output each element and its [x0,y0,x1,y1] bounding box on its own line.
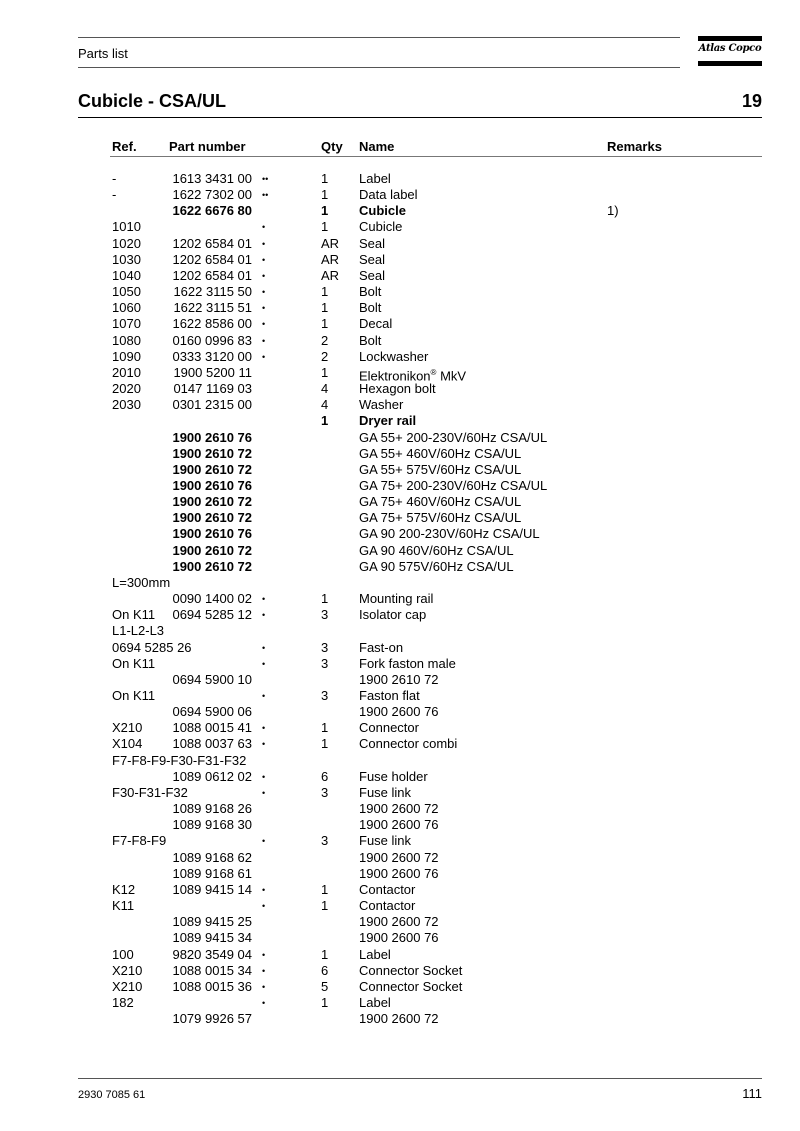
cell-part-number: 0160 0996 83 [172,332,252,348]
cell-marker: • [262,270,266,281]
cell-name: Isolator cap [359,607,427,623]
logo-text: Atlas Copco [698,43,762,54]
cell-ref: On K11 [112,655,156,671]
cell-qty: 1 [321,413,329,429]
table-row [0,850,800,866]
cell-marker: • [262,610,266,621]
cell-marker: • [262,594,266,605]
table-row [0,817,800,833]
cell-marker: • [262,997,266,1008]
cell-part-number: 0147 1169 03 [173,381,252,397]
header-rule [110,156,762,157]
table-row [0,947,800,963]
cell-qty: 1 [321,171,329,186]
table-row [0,316,800,332]
table-row [0,623,800,639]
cell-part-number: 1089 9168 61 [172,865,252,881]
cell-name: Fork faston male [359,655,456,671]
cell-ref: 2030 [112,397,141,413]
table-row [0,801,800,817]
cell-part-number: 0694 5285 12 [172,607,252,623]
cell-ref: 1010 [112,219,141,235]
cell-name: Elektronikon® MkV [359,367,467,384]
table-row [0,979,800,995]
cell-qty: 1 [321,187,329,203]
logo-bar-bottom [698,61,762,66]
cell-name: 1900 2600 72 [359,914,439,930]
cell-name: GA 75+ 460V/60Hz CSA/UL [359,494,522,510]
cell-marker: • [262,949,266,960]
cell-ref: K11 [112,898,135,914]
cell-ref: 1090 [112,348,141,364]
page-title: Cubicle - CSA/UL [78,91,227,111]
parts-table [0,171,800,1027]
cell-part-number: 0301 2315 00 [172,397,252,413]
cell-ref: 100 [112,946,134,962]
cell-marker: • [262,222,266,233]
cell-part-number: 1079 9926 57 [172,1011,252,1027]
table-row [0,494,800,510]
cell-part-number: 1088 0015 34 [172,962,252,978]
cell-name: Fuse holder [359,768,428,784]
cell-qty: 4 [321,381,329,397]
cell-ref: 1050 [112,284,141,300]
cell-ref: 2020 [112,381,141,397]
footer-rule [78,1078,762,1079]
cell-qty: 1 [321,898,329,914]
table-row [0,381,800,397]
cell-marker: •• [262,190,269,201]
cell-ref: - [112,171,117,186]
table-row [0,882,800,898]
cell-name: 1900 2600 76 [359,704,439,720]
cell-part-number: 1900 2610 72 [172,445,252,461]
table-row [0,720,800,736]
cell-ref: 1080 [112,332,141,348]
cell-name: Data label [359,187,418,203]
cell-name: 1900 2600 72 [359,849,439,865]
cell-remarks: 1) [607,203,619,219]
cell-part-number: 1900 2610 76 [172,429,252,445]
cell-marker: • [262,287,266,298]
cell-name: 1900 2610 72 [359,671,439,687]
cell-qty: 2 [321,348,329,364]
table-row [0,300,800,316]
cell-name: Connector [359,720,419,736]
table-row [0,785,800,801]
cell-marker: • [262,884,266,895]
cell-ref: X104 [112,736,143,752]
cell-marker: •• [262,174,269,184]
cell-ref: 1060 [112,300,141,316]
table-row [0,203,800,219]
cell-part-number: 0694 5900 06 [172,704,252,720]
logo-bar-top [698,36,762,41]
cell-name: Bolt [359,284,382,300]
cell-marker: • [262,901,266,912]
cell-qty: 1 [321,591,329,607]
table-row [0,219,800,235]
cell-ref: L=300mm [112,574,171,590]
cell-qty: 3 [321,784,329,800]
cell-part-number: 1900 2610 72 [172,461,252,477]
cell-ref: 1040 [112,267,141,283]
table-row [0,688,800,704]
table-row [0,914,800,930]
cell-ref: 0694 5285 26 [112,639,192,655]
cell-marker: • [262,642,266,653]
cell-part-number: 1202 6584 01 [172,251,252,267]
cell-part-number: 1613 3431 00 [172,171,252,186]
cell-marker: • [262,723,266,734]
atlas-copco-logo [698,36,762,66]
cell-name: Connector combi [359,736,458,752]
cell-marker: • [262,771,266,782]
cell-name: Label [359,994,391,1010]
cell-part-number: 0694 5900 10 [172,671,252,687]
cell-part-number: 0090 1400 02 [172,591,252,607]
table-row [0,575,800,591]
footer-page-number: 111 [742,1086,762,1101]
cell-qty: 1 [321,316,329,332]
cell-name: GA 75+ 200-230V/60Hz CSA/UL [359,477,548,493]
table-row [0,736,800,752]
header-top-rule [78,37,680,38]
table-row [0,364,800,384]
cell-name: Fuse link [359,784,412,800]
cell-name: 1900 2600 76 [359,930,439,946]
cell-ref: - [112,187,117,203]
table-row [0,510,800,526]
cell-qty: AR [321,251,340,267]
table-row [0,607,800,623]
cell-ref: K12 [112,881,136,897]
cell-qty: AR [321,267,340,283]
table-row [0,333,800,349]
table-row [0,268,800,284]
cell-marker: • [262,691,266,701]
table-row [0,171,800,187]
cell-marker: • [262,658,266,669]
cell-marker: • [262,254,266,265]
cell-ref: F7-F8-F9 [112,833,167,849]
cell-part-number: 1622 8586 00 [172,316,252,332]
cell-qty: 1 [321,300,329,316]
table-row [0,769,800,785]
cell-name: 1900 2600 72 [359,801,439,817]
table-row [0,930,800,946]
header-bottom-rule [78,67,680,68]
table-row [0,833,800,849]
cell-marker: • [262,965,266,976]
cell-name: Contactor [359,898,416,914]
cell-name: GA 75+ 575V/60Hz CSA/UL [359,510,522,526]
cell-part-number: 0333 3120 00 [172,348,252,364]
cell-name: Lockwasher [359,348,429,364]
cell-part-number: 1900 2610 72 [172,510,252,526]
cell-qty: 1 [321,203,329,219]
cell-name: GA 90 575V/60Hz CSA/UL [359,558,514,574]
cell-part-number: 1622 3115 51 [173,300,252,316]
cell-part-number: 1622 6676 80 [172,203,252,219]
cell-name: GA 90 200-230V/60Hz CSA/UL [359,526,540,542]
cell-marker: • [262,303,266,314]
cell-name: Label [359,171,391,186]
header-label: Parts list [78,46,128,61]
column-header-part-number: Part number [169,139,246,154]
cell-part-number: 1622 3115 50 [173,284,252,300]
cell-qty: 6 [321,962,329,978]
cell-part-number: 1622 7302 00 [172,187,252,203]
title-rule [78,117,762,118]
cell-qty: 3 [321,639,329,655]
cell-qty: 1 [321,720,329,736]
cell-name: Hexagon bolt [359,381,436,397]
table-row [0,187,800,203]
table-row [0,963,800,979]
cell-name: Faston flat [359,688,420,703]
cell-part-number: 1900 2610 72 [172,558,252,574]
cell-ref: On K11 [112,688,156,703]
cell-name: Connector Socket [359,962,463,978]
table-row [0,591,800,607]
cell-part-number: 1089 9415 25 [172,914,252,930]
cell-marker: • [262,351,266,362]
cell-marker: • [262,238,266,249]
cell-qty: 3 [321,833,329,849]
table-row [0,995,800,1011]
table-row [0,559,800,575]
table-row [0,397,800,413]
table-row [0,413,800,429]
column-header-remarks: Remarks [607,139,662,154]
footer-doc-number: 2930 7085 61 [78,1089,146,1101]
table-row [0,284,800,300]
cell-ref: X210 [112,720,143,736]
cell-ref: X210 [112,978,143,994]
cell-name: Seal [359,267,386,283]
cell-part-number: 1088 0037 63 [172,736,252,752]
table-row [0,672,800,688]
cell-marker: • [262,319,266,330]
cell-qty: 1 [321,284,329,300]
cell-part-number: 1900 2610 72 [172,542,252,558]
cell-part-number: 1900 2610 76 [172,526,252,542]
table-row [0,898,800,914]
column-header-ref: Ref. [112,139,137,154]
cell-marker: • [262,836,266,847]
cell-name: GA 90 460V/60Hz CSA/UL [359,542,514,558]
table-row [0,478,800,494]
cell-qty: 2 [321,332,329,348]
table-row [0,753,800,769]
table-row [0,1011,800,1027]
cell-part-number: 1089 0612 02 [172,768,252,784]
table-row [0,462,800,478]
table-row [0,236,800,252]
cell-part-number: 1088 0015 41 [172,720,252,736]
cell-name: GA 55+ 200-230V/60Hz CSA/UL [359,429,548,445]
cell-qty: 1 [321,364,329,380]
cell-part-number: 1089 9168 26 [172,801,252,817]
cell-part-number: 1202 6584 01 [172,235,252,251]
cell-name: Dryer rail [359,413,417,429]
cell-name: Decal [359,316,393,332]
cell-qty: 5 [321,978,329,994]
cell-part-number: 1202 6584 01 [172,267,252,283]
cell-ref: 1020 [112,235,141,251]
cell-ref: L1-L2-L3 [112,623,165,639]
cell-part-number: 1089 9168 30 [172,817,252,833]
table-row [0,349,800,365]
cell-qty: 1 [321,736,329,752]
cell-name: 1900 2600 76 [359,817,439,833]
cell-qty: AR [321,235,340,251]
column-header-qty: Qty [321,139,343,154]
cell-part-number: 1089 9415 34 [172,930,252,946]
cell-ref: F7-F8-F9-F30-F31-F32 [112,752,247,768]
table-row [0,704,800,720]
table-row [0,656,800,672]
table-row [0,866,800,882]
cell-name: Contactor [359,881,416,897]
cell-name: Connector Socket [359,978,463,994]
column-header-name: Name [359,139,395,154]
cell-name: Washer [359,397,404,413]
cell-marker: • [262,787,266,798]
cell-part-number: 1089 9415 14 [172,881,252,897]
cell-qty: 3 [321,688,329,703]
cell-ref: X210 [112,962,143,978]
cell-qty: 4 [321,397,329,413]
cell-marker: • [262,739,266,750]
cell-part-number: 1900 2610 72 [172,494,252,510]
cell-part-number: 1900 2610 76 [172,477,252,493]
cell-name: GA 55+ 460V/60Hz CSA/UL [359,445,522,461]
cell-qty: 3 [321,655,329,671]
cell-ref: 1030 [112,251,141,267]
cell-name: Mounting rail [359,591,434,607]
cell-name: Seal [359,251,386,267]
cell-qty: 1 [321,219,329,235]
cell-qty: 1 [321,881,329,897]
cell-part-number: 1900 5200 11 [173,364,252,380]
cell-ref: F30-F31-F32 [112,784,188,800]
cell-qty: 1 [321,946,329,962]
cell-qty: 3 [321,607,329,623]
table-row [0,446,800,462]
cell-marker: • [262,335,266,346]
table-row [0,430,800,446]
cell-name: Bolt [359,300,382,316]
cell-name: Seal [359,235,386,251]
cell-name: Label [359,946,391,962]
cell-name: Fast-on [359,639,404,655]
cell-qty: 6 [321,768,329,784]
table-row [0,526,800,542]
section-number: 19 [741,91,762,111]
cell-part-number: 1089 9168 62 [172,849,252,865]
cell-ref: 2010 [112,364,141,380]
cell-name: Cubicle [359,219,403,235]
cell-name: GA 55+ 575V/60Hz CSA/UL [359,461,522,477]
cell-ref: 1070 [112,316,141,332]
cell-name: 1900 2600 72 [359,1011,439,1027]
cell-name: 1900 2600 76 [359,865,439,881]
table-row [0,252,800,268]
cell-ref: On K11 [112,607,156,623]
table-row [0,640,800,656]
table-row [0,543,800,559]
cell-name: Fuse link [359,833,412,849]
cell-name: Bolt [359,332,382,348]
cell-qty: 1 [321,994,329,1010]
cell-part-number: 9820 3549 04 [172,946,252,962]
cell-part-number: 1088 0015 36 [172,978,252,994]
cell-name: Cubicle [359,203,406,219]
cell-ref: 182 [112,994,134,1010]
cell-marker: • [262,981,266,992]
